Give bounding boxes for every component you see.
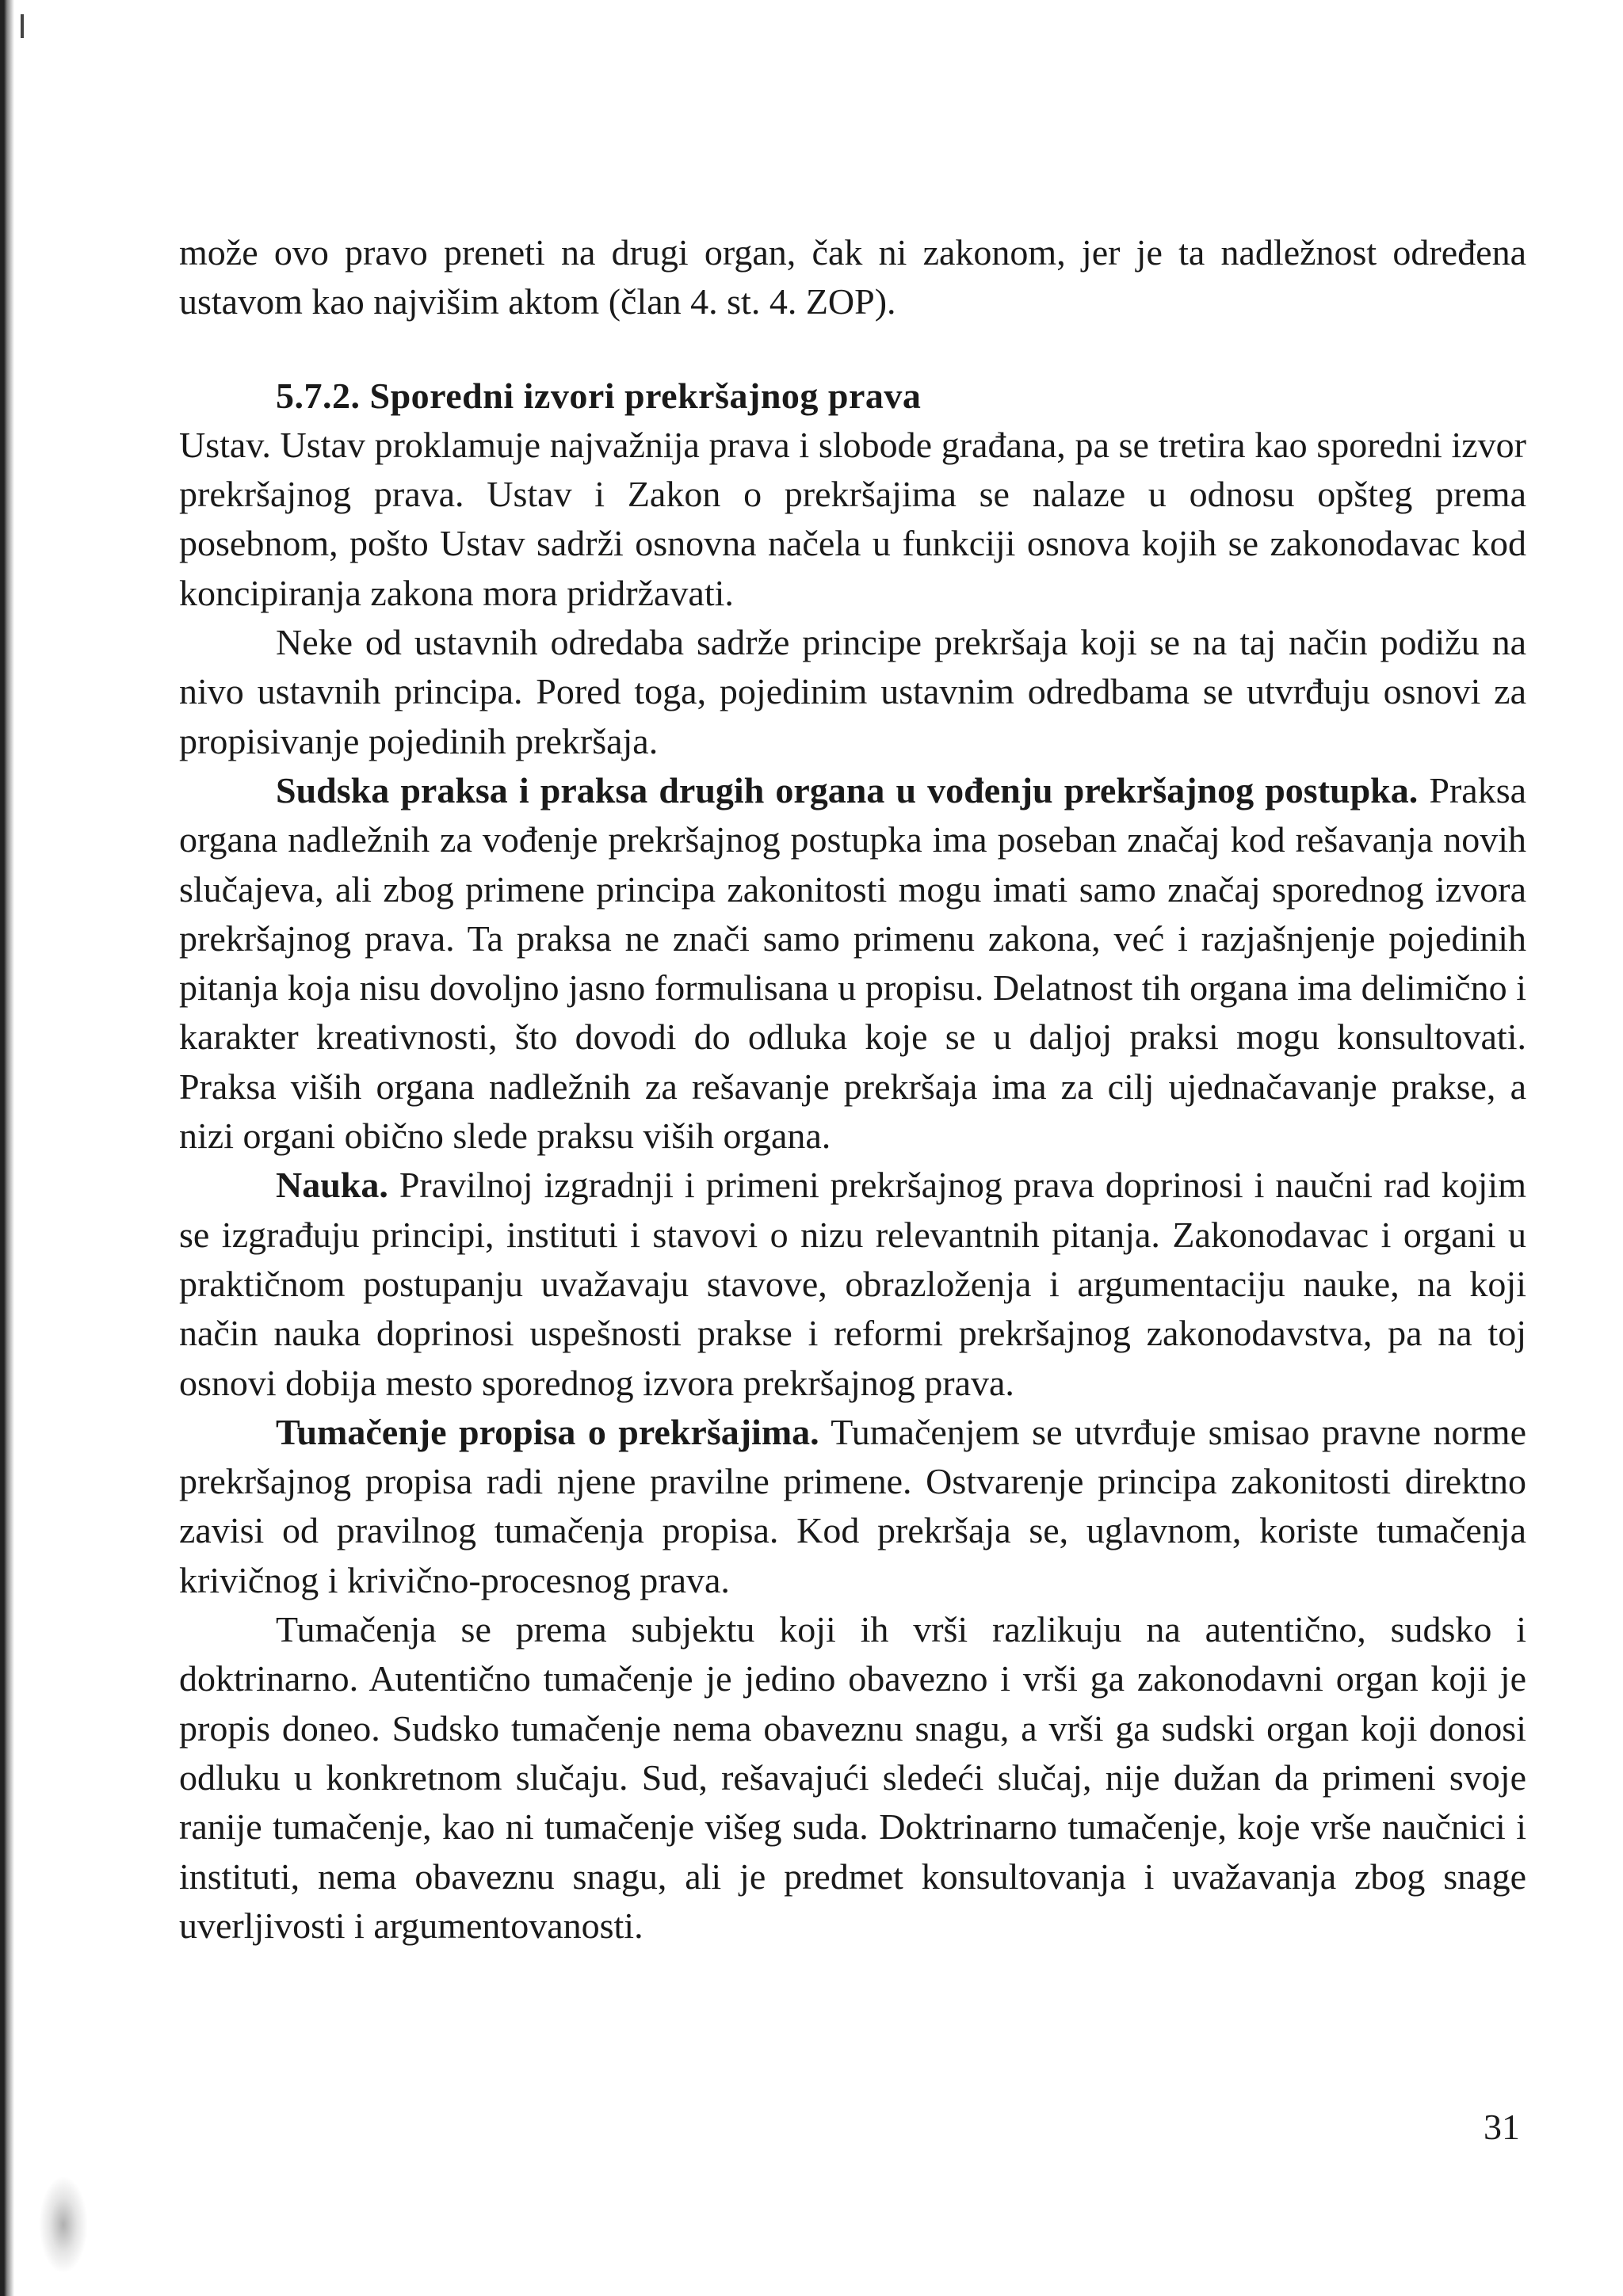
paragraph-vrste-tumacenja: Tumačenja se prema subjektu koji ih vrši razlikuju na autentično, sudsko i doktrinarno. Autentično tumačenje je jedino obavezno i vrši ga zakonodavni organ koji je propis doneo. Sudsko tumačenje nema obaveznu snagu, a vrši ga sudski organ koji donosi odluku u konkretnom slučaju. Sud, rešavajući sledeći slučaj, nije dužan da primeni svoje ranije tumačenje, kao ni tumačenje višeg suda. Doktrinarno tumačenje, koje vrše naučnici i instituti, nema obaveznu snagu, ali je predmet konsultovanja i uvažavanja zbog snage uverljivosti i argumentovanosti. xyxy=(179,1609,1526,1946)
section-heading xyxy=(276,372,1526,421)
document-page xyxy=(179,228,1526,1951)
paragraph-ustav xyxy=(179,421,1526,618)
paragraph-tumacenje xyxy=(179,1408,1526,1605)
page-number: 31 xyxy=(1484,2107,1520,2147)
paragraph-nauka xyxy=(179,1161,1526,1407)
paragraph-lead-tumacenje: Tumačenje propisa o prekršajima. xyxy=(276,1411,819,1452)
paragraph-lead-sudska-praksa: Sudska praksa i praksa drugih organa u vođenju prekršajnog postupka. xyxy=(276,769,1419,810)
section-number: 5.7.2. xyxy=(276,375,361,416)
paragraph-continuation: može ovo pravo preneti na drugi organ, čak ni zakonom, jer je ta nadležnost određena ustavom kao najvišim aktom (član 4. st. 4. ZOP). xyxy=(179,232,1526,322)
section-title: Sporedni izvori prekršajnog prava xyxy=(369,375,922,416)
scan-binding-edge xyxy=(0,0,14,2296)
paragraph-body-sudska-praksa: Praksa organa nadležnih za vođenje prekršajnog postupka ima poseban značaj kod rešavanja novih slučajeva, ali zbog primene principa zakonitosti mogu imati samo značaj sporednog izvora prekršajnog prava. Ta praksa ne znači samo primenu zakona, već i razjašnjenje pojedinih pitanja koja nisu dovoljno jasno formulisana u propisu. Delatnost tih organa ima delimično i karakter kreativnosti, što dovodi do odluka koje se u daljoj praksi mogu konsultovati. Praksa viših organa nadležnih za rešavanje prekršaja ima za cilj ujednačavanje prakse, a nizi organi obično slede praksu viših organa. xyxy=(179,769,1527,1157)
paragraph-lead-ustav: Ustav. xyxy=(179,424,271,465)
paragraph-body-ustav: Ustav proklamuje najvažnija prava i slobode građana, pa se tretira kao sporedni izvor prekršajnog prava. Ustav i Zakon o prekršajima se nalaze u odnosu opšteg prema posebnom, pošto Ustav sadrži osnovna načela u funkciji osnova kojih se zakonodavac kod koncipiranja zakona mora pridržavati. xyxy=(179,424,1526,613)
paragraph-sudska-praksa xyxy=(179,766,1526,1161)
paragraph-ustavne-odredbe: Neke od ustavnih odredaba sadrže principe prekršaja koji se na taj način podižu na nivo ustavnih principa. Pored toga, pojedinim ustavnim odredbama se utvrđuju osnovi za propisivanje pojedinih prekršaja. xyxy=(179,622,1526,761)
paragraph-lead-nauka: Nauka. xyxy=(276,1165,388,1206)
paragraph-body-nauka: Pravilnoj izgradnji i primeni prekršajnog prava doprinosi i naučni rad kojim se izgrađuju principi, instituti i stavovi o nizu relevantnih pitanja. Zakonodavac i organi u praktičnom postupanju uvažavaju stavove, obrazloženja i argumentaciju nauke, na koji način nauka doprinosi uspešnosti prakse i reformi prekršajnog zakonodavstva, pa na toj osnovi dobija mesto sporednog izvora prekršajnog prava. xyxy=(179,1165,1526,1403)
scan-mark xyxy=(21,14,24,38)
scan-smudge xyxy=(40,2177,87,2272)
paragraph-body-tumacenje: Tumačenjem se utvrđuje smisao pravne norme prekršajnog propisa radi njene pravilne primene. Ostvarenje principa zakonitosti direktno zavisi od pravilnog tumačenja propisa. Kod prekršaja se, uglavnom, koriste tumačenja krivičnog i krivično-procesnog prava. xyxy=(179,1411,1526,1600)
